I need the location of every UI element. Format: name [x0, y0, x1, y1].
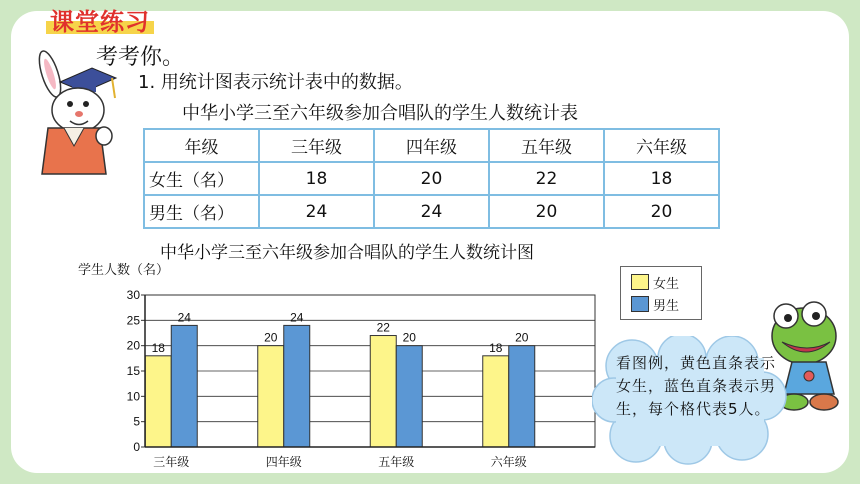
chart-legend [620, 266, 702, 320]
header-cell: 六年级 [604, 129, 719, 162]
bar-boys [284, 325, 310, 447]
header-cell: 五年级 [489, 129, 604, 162]
table-cell: 24 [259, 195, 374, 228]
bar-boys [509, 346, 535, 447]
table-cell: 18 [604, 162, 719, 195]
y-axis-label: 学生人数（名） [78, 263, 170, 278]
y-tick-label: 10 [126, 389, 140, 404]
chart-explanation-note: 看图例，黄色直条表示女生，蓝色直条表示男生，每个格代表5人。 [616, 354, 777, 418]
legend-label: 男生 [653, 298, 680, 314]
bar-girls [145, 356, 171, 447]
bar-girls [483, 356, 509, 447]
table-cell: 20 [374, 162, 489, 195]
header-cell: 三年级 [259, 129, 374, 162]
lesson-badge: 课堂练习 [46, 2, 154, 37]
legend-label: 女生 [653, 276, 680, 292]
y-tick-label: 30 [126, 288, 140, 302]
data-label: 22 [376, 320, 390, 335]
table-cell: 18 [259, 162, 374, 195]
x-tick-label: 六年级 [490, 455, 527, 469]
data-label: 20 [264, 330, 278, 345]
table-cell: 20 [604, 195, 719, 228]
bar-boys [171, 325, 197, 447]
legend-item-girls [631, 272, 679, 292]
x-tick-label: 四年级 [265, 455, 302, 469]
chart-title: 中华小学三至六年级参加合唱队的学生人数统计图 [160, 243, 534, 263]
header-cell: 年级 [144, 129, 259, 162]
y-tick-label: 15 [126, 364, 140, 378]
headline: 考考你。 [96, 45, 185, 70]
data-label: 24 [177, 310, 191, 325]
table-cell: 24 [374, 195, 489, 228]
x-tick-label: 三年级 [153, 455, 190, 469]
header-cell: 四年级 [374, 129, 489, 162]
bar-boys [396, 346, 422, 447]
data-label: 20 [515, 330, 529, 345]
table-title: 中华小学三至六年级参加合唱队的学生人数统计表 [182, 103, 578, 124]
data-label: 20 [402, 330, 416, 345]
y-tick-label: 20 [126, 338, 140, 353]
y-tick-label: 25 [126, 313, 140, 328]
task-instruction: 1. 用统计图表示统计表中的数据。 [138, 72, 413, 93]
table-cell: 22 [489, 162, 604, 195]
y-tick-label: 5 [133, 414, 140, 429]
legend-item-boys [631, 294, 679, 314]
legend-swatch-boys [631, 296, 649, 312]
row-label: 女生（名） [144, 162, 259, 195]
table-cell: 20 [489, 195, 604, 228]
data-label: 18 [489, 340, 503, 355]
y-tick-label: 0 [133, 440, 140, 454]
data-label: 18 [151, 340, 165, 355]
data-label: 24 [290, 310, 304, 325]
legend-swatch-girls [631, 274, 649, 290]
bar-girls [258, 346, 284, 447]
row-label: 男生（名） [144, 195, 259, 228]
bar-girls [370, 336, 396, 447]
x-tick-label: 五年级 [378, 455, 415, 469]
